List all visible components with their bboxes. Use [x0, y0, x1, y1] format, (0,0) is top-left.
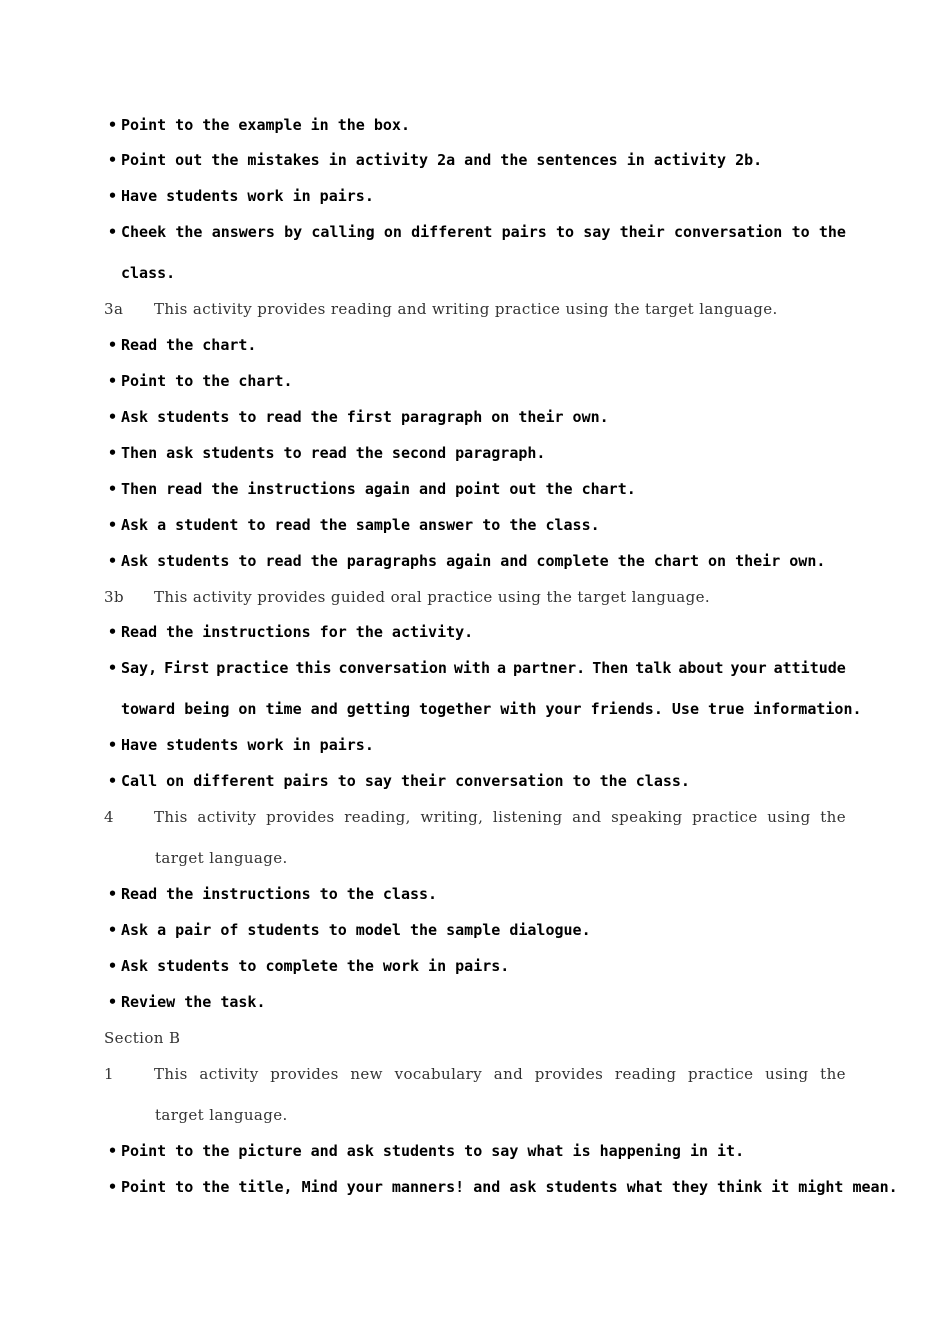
bullet-text: Point to the chart.: [121, 372, 293, 390]
bullet-dot-icon: •: [108, 372, 118, 390]
activity-heading: [104, 587, 846, 607]
bullet-text: Point out the mistakes in activity 2a and the sentences in activity 2b.: [121, 151, 763, 169]
bullet-dot-icon: •: [108, 1142, 118, 1160]
bullet-item: [104, 884, 850, 904]
bullet-text: Ask students to read the first paragraph on their own.: [121, 408, 609, 426]
activity-heading: [104, 299, 846, 319]
bullet-dot-icon: •: [108, 772, 118, 790]
bullet-continuation: toward being on time and getting together with your friends. Use true information.: [121, 700, 862, 718]
activity-number: 1: [104, 1065, 114, 1083]
bullet-item: [104, 371, 850, 391]
bullet-item: [104, 115, 850, 135]
bullet-item: [104, 186, 850, 206]
bullet-dot-icon: •: [108, 736, 118, 754]
bullet-dot-icon: •: [108, 116, 118, 134]
bullet-dot-icon: •: [108, 957, 118, 975]
bullet-continuation: class.: [121, 264, 176, 282]
bullet-item: [104, 479, 850, 499]
bullet-text: Then read the instructions again and point out the chart.: [121, 480, 636, 498]
bullet-text: Ask students to read the paragraphs again and complete the chart on their own.: [121, 552, 826, 570]
bullet-dot-icon: •: [108, 480, 118, 498]
bullet-dot-icon: •: [108, 187, 118, 205]
bullet-text: Ask students to complete the work in pairs.: [121, 957, 510, 975]
bullet-item: [104, 658, 850, 678]
bullet-dot-icon: •: [108, 921, 118, 939]
bullet-dot-icon: •: [108, 444, 118, 462]
bullet-dot-icon: •: [108, 223, 118, 241]
bullet-item: [104, 920, 850, 940]
activity-heading: [104, 807, 846, 827]
bullet-item: [104, 1141, 850, 1161]
bullet-text: Read the instructions for the activity.: [121, 623, 474, 641]
bullet-text: Have students work in pairs.: [121, 187, 374, 205]
activity-number: 3b: [104, 588, 124, 606]
bullet-item: [104, 1177, 898, 1197]
bullet-text: Point to the example in the box.: [121, 116, 410, 134]
bullet-dot-icon: •: [108, 552, 118, 570]
bullet-item: [104, 622, 850, 642]
activity-heading: [104, 1064, 846, 1084]
bullet-text: Say, First practice this conversation with a partner. Then talk about your attitude: [121, 659, 846, 677]
bullet-item: [104, 335, 850, 355]
bullet-text: Ask a student to read the sample answer to the class.: [121, 516, 600, 534]
section-heading: Section B: [104, 1029, 181, 1047]
bullet-text: Point to the title, Mind your manners! and ask students what they think it might mean.: [121, 1178, 898, 1196]
bullet-item: [104, 443, 850, 463]
bullet-dot-icon: •: [108, 623, 118, 641]
bullet-text: Have students work in pairs.: [121, 736, 374, 754]
bullet-item: [104, 407, 850, 427]
bullet-dot-icon: •: [108, 408, 118, 426]
bullet-item: [104, 992, 850, 1012]
bullet-text: Ask a pair of students to model the sample dialogue.: [121, 921, 591, 939]
activity-description: This activity provides reading, writing, listening and speaking practice using the: [154, 808, 846, 826]
activity-description-continuation: target language.: [155, 849, 288, 867]
activity-description: This activity provides guided oral practice using the target language.: [154, 588, 711, 606]
activity-description: This activity provides reading and writing practice using the target language.: [154, 300, 778, 318]
activity-number: 4: [104, 808, 114, 826]
bullet-item: [104, 771, 850, 791]
bullet-item: [104, 735, 850, 755]
bullet-text: Cheek the answers by calling on different pairs to say their conversation to the: [121, 223, 846, 241]
activity-description-continuation: target language.: [155, 1106, 288, 1124]
bullet-item: [104, 150, 850, 170]
activity-description: This activity provides new vocabulary and provides reading practice using the: [154, 1065, 846, 1083]
bullet-item: [104, 222, 850, 242]
bullet-dot-icon: •: [108, 336, 118, 354]
bullet-text: Call on different pairs to say their conversation to the class.: [121, 772, 690, 790]
bullet-dot-icon: •: [108, 993, 118, 1011]
bullet-text: Review the task.: [121, 993, 266, 1011]
bullet-dot-icon: •: [108, 1178, 118, 1196]
activity-number: 3a: [104, 300, 124, 318]
bullet-text: Then ask students to read the second paragraph.: [121, 444, 546, 462]
bullet-text: Read the chart.: [121, 336, 257, 354]
bullet-text: Read the instructions to the class.: [121, 885, 438, 903]
bullet-dot-icon: •: [108, 659, 118, 677]
bullet-dot-icon: •: [108, 885, 118, 903]
bullet-item: [104, 551, 850, 571]
bullet-text: Point to the picture and ask students to say what is happening in it.: [121, 1142, 745, 1160]
bullet-item: [104, 515, 850, 535]
bullet-dot-icon: •: [108, 151, 118, 169]
bullet-dot-icon: •: [108, 516, 118, 534]
bullet-item: [104, 956, 850, 976]
